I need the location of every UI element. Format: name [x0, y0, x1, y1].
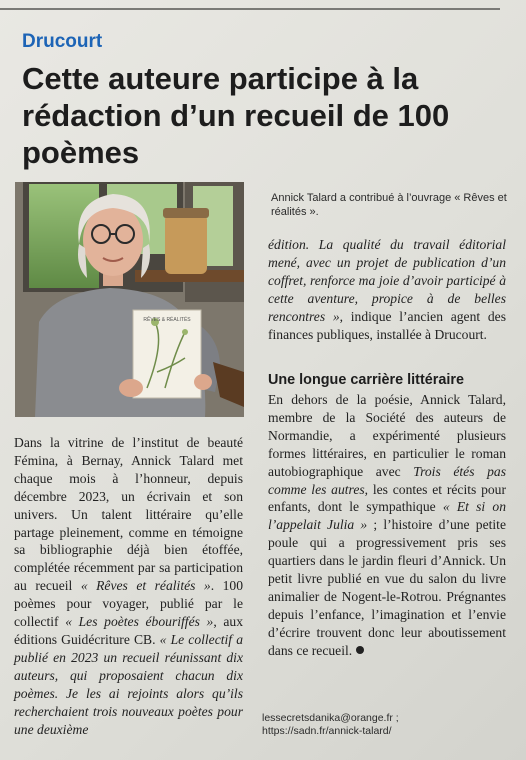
body-text: ; l’histoire d’une petite poule qui a progressivement pris ses quartiers dans le jardin fleuri d’Annick. Un petit livre publié en vue du salon du livre animalier de Nogent-le-Rotrou. Prégnantes depuis l’enfance, l’imagination et l’envie d’écrire trouvent donc leur aboutissement dans ce recueil.	[268, 517, 506, 658]
body-text: , indique l’ancien agent des finances publiques, installée à Drucourt.	[268, 308, 506, 342]
author-quote: « Le collectif a publié en 2023 un recueil réunissant dix auteurs, qui proposaient chacun dix poèmes. Je les ai rejoints alors qu’ils recherchaient trois nouveaux poètes pour une deuxième	[14, 631, 244, 737]
end-mark-icon	[356, 646, 364, 654]
contact-url: https://sadn.fr/annick-talard/	[262, 725, 392, 737]
book-cover-title: RÊVES & RÉALITÉS	[143, 317, 191, 323]
body-text: . 100 poèmes pour voyager, publié par le collectif	[14, 578, 244, 630]
children-book-title: « Et si on l’appelait Julia »	[268, 499, 506, 533]
body-text: , aux éditions Guidécriture CB.	[14, 614, 243, 647]
article-column-right-bottom	[268, 391, 506, 660]
article-column-right-top	[268, 236, 506, 343]
body-text: , les contes et récits pour enfants, dont le sympathique	[268, 481, 506, 515]
subheading: Une longue carrière littéraire	[268, 372, 464, 388]
photo-caption: Annick Talard a contribué à l’ouvrage « Rêves et réalités ».	[271, 192, 507, 218]
headline: Cette auteure participe à la rédaction d’un recueil de 100 poèmes	[22, 61, 450, 170]
novel-title: Trois étés pas comme les autres	[268, 463, 507, 497]
author-quote-continued: édition. La qualité du travail éditorial mené, avec un projet de publication d’un coffret, renforce ma joie d’avoir participé à cette aventure, propice à de belles rencontres »	[268, 237, 506, 324]
body-text: Dans la vitrine de l’institut de beauté Fémina, à Bernay, Annick Talard met chaque mois à l’honneur, depuis décembre 2023, un écrivain et son univers. Un talent littéraire qu’elle partage pleinement, comme en témoigne sa bibliographie déjà bien étoffée, complétée récemment par sa participation au recueil	[14, 435, 243, 594]
contact-email: lessecretsdanika@orange.fr ;	[262, 712, 399, 724]
book-title: « Rêves et réalités »	[80, 578, 211, 594]
top-rule	[0, 8, 500, 10]
kicker-location: Drucourt	[22, 31, 103, 52]
article-column-left	[14, 434, 243, 738]
contact-footer	[262, 712, 512, 738]
body-text: En dehors de la poésie, Annick Talard, membre de la Société des auteurs de Normandie, a expérimenté plusieurs formes littéraires, en particulier le roman autobiographique avec	[268, 392, 506, 479]
photo	[15, 182, 244, 417]
photo-illustration	[15, 182, 244, 417]
collective-name: « Les poètes ébouriffés »	[65, 614, 214, 630]
